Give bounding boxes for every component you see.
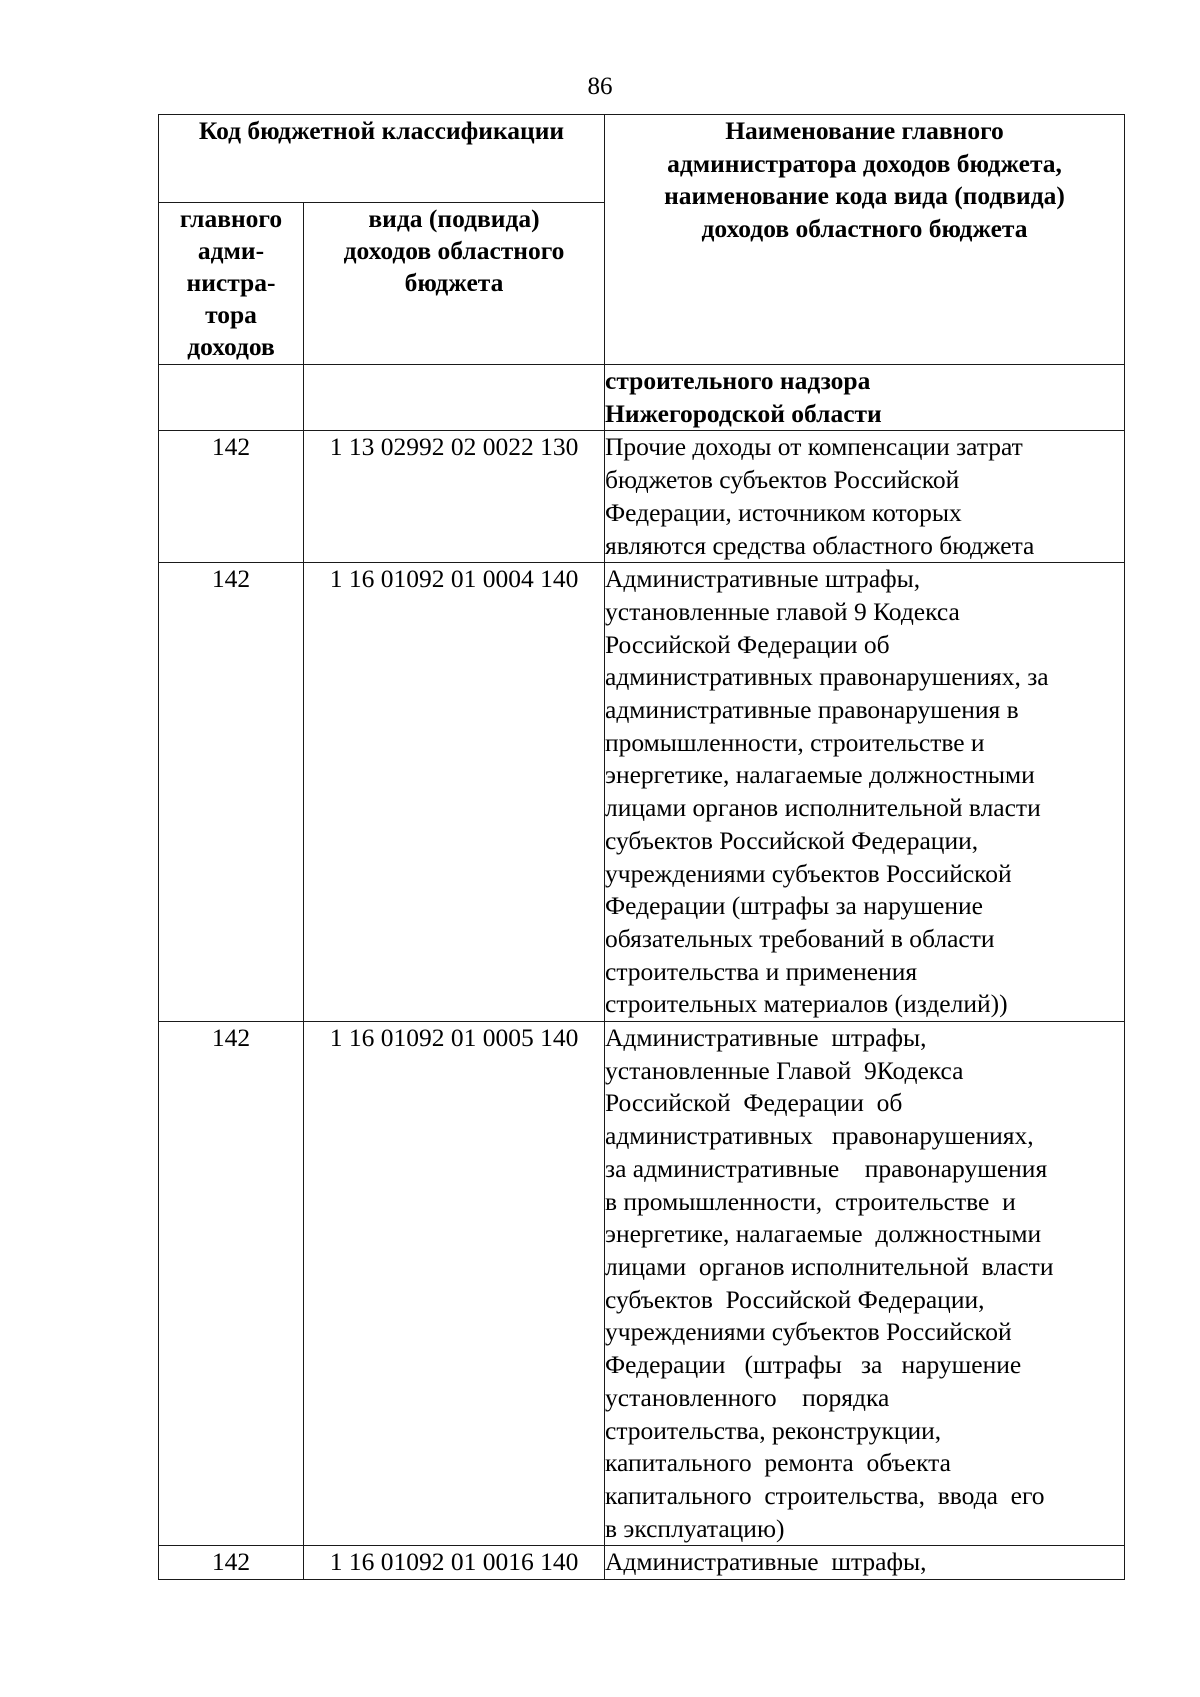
- description-line: установленные Главой 9Кодекса: [605, 1055, 964, 1085]
- description-line: административных правонарушениях,: [605, 1121, 1034, 1151]
- description-line: Федерации (штрафы за нарушение: [605, 1350, 1022, 1380]
- description-line: строительного надзора: [605, 366, 871, 395]
- description-line: Нижегородской области: [605, 398, 882, 428]
- description-line: строительства и применения: [605, 956, 918, 986]
- description-line: являются средства областного бюджета: [605, 530, 1035, 560]
- description-line: Административные штрафы,: [605, 564, 921, 594]
- description-line: административных правонарушениях, за: [605, 662, 1049, 692]
- description-line: учреждениями субъектов Российской: [605, 1317, 1012, 1347]
- admin-code-cell: 142: [159, 1022, 304, 1546]
- table-row: [159, 1546, 1125, 1580]
- header-line: доходов: [187, 332, 275, 361]
- table-row: [159, 1022, 1125, 1546]
- table-row: [159, 431, 1125, 563]
- description-line: учреждениями субъектов Российской: [605, 858, 1012, 888]
- description-cell: [605, 365, 1125, 431]
- header-income-kind: [304, 203, 605, 365]
- description-line: Российской Федерации об: [605, 1088, 903, 1118]
- description-line: за административные правонарушения: [605, 1153, 1048, 1183]
- description-line: капитального ремонта объекта: [605, 1448, 951, 1478]
- description-line: строительных материалов (изделий)): [605, 989, 1008, 1019]
- description-line: установленного порядка: [605, 1382, 890, 1412]
- header-main-administrator: [159, 203, 304, 365]
- admin-code-cell: 142: [159, 563, 304, 1022]
- description-line: энергетике, налагаемые должностными: [605, 1219, 1042, 1249]
- admin-code-cell: 142: [159, 431, 304, 563]
- header-line: адми-: [197, 236, 265, 265]
- header-line: нистра-: [186, 268, 276, 297]
- header-line: тора: [205, 300, 257, 329]
- description-line: Административные штрафы,: [605, 1023, 927, 1053]
- income-code-cell: 1 16 01092 01 0005 140: [304, 1022, 605, 1546]
- header-line: доходов областного: [343, 236, 565, 265]
- description-line: бюджетов субъектов Российской: [605, 465, 960, 495]
- income-code-cell: 1 16 01092 01 0004 140: [304, 563, 605, 1022]
- description-line: установленные главой 9 Кодекса: [605, 596, 960, 626]
- table-row: [159, 563, 1125, 1022]
- description-line: промышленности, строительстве и: [605, 727, 985, 757]
- description-cell: [605, 431, 1125, 563]
- header-line: главного: [179, 204, 283, 233]
- description-line: Административные штрафы,: [605, 1547, 927, 1577]
- description-line: в эксплуатацию): [605, 1513, 785, 1543]
- description-line: лицами органов исполнительной власти: [605, 793, 1041, 823]
- description-line: Прочие доходы от компенсации затрат: [605, 432, 1023, 462]
- description-line: Федерации, источником которых: [605, 497, 962, 527]
- description-line: административные правонарушения в: [605, 695, 1019, 725]
- description-line: в промышленности, строительстве и: [605, 1186, 1016, 1216]
- description-line: субъектов Российской Федерации,: [605, 1284, 985, 1314]
- description-line: капитального строительства, ввода его: [605, 1480, 1045, 1510]
- admin-code-cell: 142: [159, 1546, 304, 1580]
- header-line: бюджета: [404, 268, 504, 297]
- header-administrator-name: [605, 115, 1125, 365]
- description-line: Федерации (штрафы за нарушение: [605, 891, 983, 921]
- income-code-cell: [304, 365, 605, 431]
- description-line: лицами органов исполнительной власти: [605, 1251, 1054, 1281]
- description-line: энергетике, налагаемые должностными: [605, 760, 1035, 790]
- budget-classification-table: [158, 114, 1125, 1580]
- description-line: обязательных требований в области: [605, 923, 995, 953]
- header-line: вида (подвида): [368, 204, 540, 233]
- income-code-cell: 1 13 02992 02 0022 130: [304, 431, 605, 563]
- admin-code-cell: [159, 365, 304, 431]
- description-cell: [605, 563, 1125, 1022]
- table-row: [159, 365, 1125, 431]
- header-budget-code-group: Код бюджетной классификации: [159, 115, 605, 203]
- header-line: доходов областного бюджета: [701, 214, 1028, 244]
- income-code-cell: 1 16 01092 01 0016 140: [304, 1546, 605, 1580]
- page-number: 86: [587, 73, 613, 100]
- description-line: Российской Федерации об: [605, 629, 890, 659]
- description-line: строительства, реконструкции,: [605, 1415, 942, 1445]
- header-line: администратора доходов бюджета,: [667, 148, 1062, 178]
- header-line: Наименование главного: [725, 116, 1004, 145]
- description-line: субъектов Российской Федерации,: [605, 825, 979, 855]
- description-cell: [605, 1022, 1125, 1546]
- header-line: наименование кода вида (подвида): [664, 181, 1065, 211]
- description-cell: [605, 1546, 1125, 1580]
